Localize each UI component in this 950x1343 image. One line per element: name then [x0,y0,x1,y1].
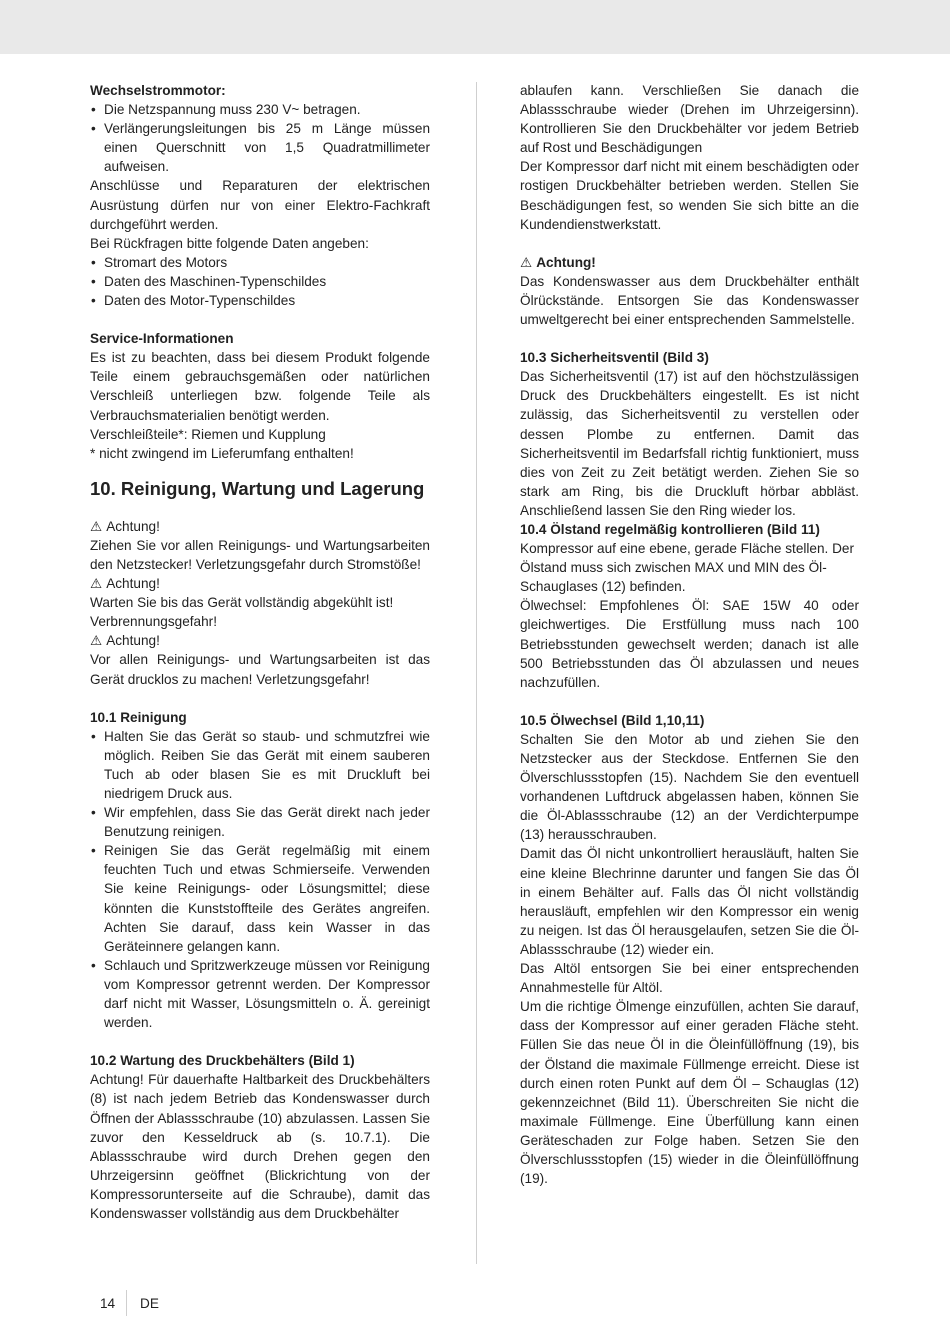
valve-paragraph: Das Sicherheitsventil (17) ist auf den höchstzulässigen Druck des Druckbehälters eingestellt. Es ist nicht zulässig, das Sicherheitsventil zu verstellen oder dessen Plombe zu entfernen. Damit das Sicherheitsventil im Bedarfsfall richtig funktioniert, muss dies von Zeit zu Zeit betätigt werden. Ziehen Sie so stark am Ring, bis die Druckluft hörbar abbläst. Anschließend lassen Sie den Ring wieder los. [520,369,859,518]
service-heading: Service-Informationen [90,331,234,347]
motor-heading: Wechselstrommotor: [90,83,226,98]
cleaning-list [90,727,430,1033]
oil-level-paragraph: Ölwechsel: Empfohlenes Öl: SAE 15W 40 oder gleichwertiges. Die Erstfüllung muss nach 100 Betriebsstunden gewechselt werden; danach ist alle 500 Betriebsstunden das Öl abzulassen und neues nachzufüllen. [520,598,859,690]
cleaning-heading: 10.1 Reinigung [90,709,187,725]
warning-text: Ziehen Sie vor allen Reinigungs- und Wartungsarbeiten den Netzstecker! Verletzungsgefahr durch Stromstöße! [90,537,430,572]
warning-label: ⚠ Achtung! [520,253,859,272]
oil-level-paragraph: Kompressor auf eine ebene, gerade Fläche stellen. Der Ölstand muss sich zwischen MAX und MIN des Öl-Schauglases (12) befinden. [520,541,854,595]
oil-change-paragraph: Um die richtige Ölmenge einzufüllen, achten Sie darauf, dass der Kompressor auf einer geraden Fläche steht. Füllen Sie das neue Öl in die Öleinfüllöffnung (19), bis der Ölstand die maximale Füllmenge erreicht. Diese ist durch einen roten Punkt auf dem Öl – Schauglas (12) gekennzeichnet (Bild 11). Überschreiten Sie nicht die maximale Füllmenge. Eine Überfüllung kann einen Geräteschaden zur Folge haben. Setzen Sie den Ölverschlussstopfen (15) wieder in die Öleinfüllöffnung (19). [520,999,859,1187]
oil-change-heading: 10.5 Ölwechsel (Bild 1,10,11) [520,712,705,728]
valve-heading: 10.3 Sicherheitsventil (Bild 3) [520,350,709,366]
warning-label: ⚠ Achtung! [90,574,430,593]
left-column [90,81,430,1223]
list-item: • Schlauch und Spritzwerkzeuge müssen vor Reinigung vom Kompressor getrennt werden. Der Kompressor darf nicht mit Wasser, Lösungsmitteln o. Ä. gereinigt werden. [90,956,430,1032]
warning-icon: ⚠ [90,633,103,649]
list-item: • Reinigen Sie das Gerät regelmäßig mit einem feuchten Tuch und etwas Schmierseife. Verwenden Sie keine Reinigungs- oder Lösungsmittel; diese könnten die Kunststoffteile des Gerätes angreifen. Achten Sie darauf, dass kein Wasser in das Geräteinnere gelangen kann. [90,841,430,956]
list-item: • Die Netzspannung muss 230 V~ betragen. [90,100,430,119]
list-item: • Verlängerungsleitungen bis 25 m Länge müssen einen Querschnitt von 1,5 Quadratmillimeter aufweisen. [90,119,430,176]
tank-paragraph-continued: ablaufen kann. Verschließen Sie danach die Ablassschraube wieder (Drehen im Uhrzeigersinn). Kontrollieren Sie den Druckbehälter vor jedem Betrieb auf Rost und Beschädigungen [520,83,859,156]
oil-change-paragraph: Schalten Sie den Motor ab und ziehen Sie den Netzstecker aus der Steckdose. Entfernen Sie den Ölverschlussstopfen (15). Nachdem Sie den eventuell vorhandenen Luftdruck abgelassen haben, können Sie die Öl-Ablassschraube (12) an der Verdichterpumpe (13) herausschrauben. [520,731,859,843]
warning-text: Vor allen Reinigungs- und Wartungsarbeiten ist das Gerät drucklos zu machen! Verletzungsgefahr! [90,652,430,687]
motor-paragraph: Bei Rückfragen bitte folgende Daten angeben: [90,235,369,251]
right-column [520,81,859,1188]
oil-change-paragraph: Das Altöl entsorgen Sie bei einer entsprechenden Annahmestelle für Altöl. [520,961,859,996]
list-item: • Daten des Motor-Typenschildes [90,291,430,310]
warning-label: ⚠ Achtung! [90,631,430,650]
top-bar [0,0,950,54]
warning-text: Das Kondenswasser aus dem Druckbehälter enthält Ölrückstände. Entsorgen Sie das Kondenswasser umweltgerecht bei einer entsprechenden Sammelstelle. [520,273,859,328]
tank-heading: 10.2 Wartung des Druckbehälters (Bild 1) [90,1053,355,1069]
motor-paragraph: Anschlüsse und Reparaturen der elektrischen Ausrüstung dürfen nur von einer Elektro-Fachkraft durchgeführt werden. [90,178,430,232]
oil-level-heading: 10.4 Ölstand regelmäßig kontrollieren (Bild 11) [520,521,820,537]
warning-icon: ⚠ [520,254,533,270]
warning-icon: ⚠ [90,518,103,534]
column-divider [476,82,477,1264]
page-footer [100,1296,159,1311]
chapter-title: 10. Reinigung, Wartung und Lagerung [90,477,425,499]
warning-label: ⚠ Achtung! [90,517,430,536]
oil-change-paragraph: Damit das Öl nicht unkontrolliert herausläuft, halten Sie eine kleine Blechrinne darunter und fangen Sie das Öl in einem Behälter auf. Falls das Öl nicht vollständig herausläuft, empfehlen wir den Kompressor ein wenig zu neigen. Ist das Öl herausgelaufen, setzen Sie die Öl-Ablassschraube (12) wieder ein. [520,846,859,957]
list-item: • Wir empfehlen, dass Sie das Gerät direkt nach jeder Benutzung reinigen. [90,803,430,841]
service-parts: Verschleißteile*: Riemen und Kupplung [90,426,326,442]
language-code: DE [140,1296,159,1311]
warning-text: Warten Sie bis das Gerät vollständig abgekühlt ist! Verbrennungsgefahr! [90,595,394,630]
service-note: * nicht zwingend im Lieferumfang enthalten! [90,445,354,461]
list-item: • Stromart des Motors [90,253,430,272]
list-item: • Halten Sie das Gerät so staub- und schmutzfrei wie möglich. Reiben Sie das Gerät mit einem sauberen Tuch ab oder blasen Sie es mit Druckluft bei niedrigem Druck aus. [90,727,430,803]
page-number: 14 [100,1296,116,1311]
service-paragraph: Es ist zu beachten, dass bei diesem Produkt folgende Teile einem gebrauchsgemäßen oder natürlichen Verschleiß unterliegen bzw. folgende Teile als Verbrauchsmaterialien benötigt werden. [90,350,430,423]
warning-icon: ⚠ [90,576,103,592]
motor-data-list [90,253,430,310]
tank-paragraph: Achtung! Für dauerhafte Haltbarkeit des Druckbehälters (8) ist nach jedem Betrieb das Kondenswasser durch Öffnen der Ablassschraube (10) abzulassen. Lassen Sie zuvor den Kesseldruck ab (s. 10.7.1). Die Ablassschraube wird durch Drehen gegen den Uhrzeigersinn geöffnet (Blickrichtung von der Kompressorunterseite auf die Schraube), damit das Kondenswasser vollständig aus dem Druckbehälter [90,1072,430,1221]
tank-paragraph: Der Kompressor darf nicht mit einem beschädigten oder rostigen Druckbehälter betrieben werden. Stellen Sie Beschädigungen fest, so wenden Sie sich bitte an die Kundendienstwerkstatt. [520,159,859,232]
list-item: • Daten des Maschinen-Typenschildes [90,272,430,291]
motor-list [90,100,430,176]
footer-divider [126,1290,127,1316]
